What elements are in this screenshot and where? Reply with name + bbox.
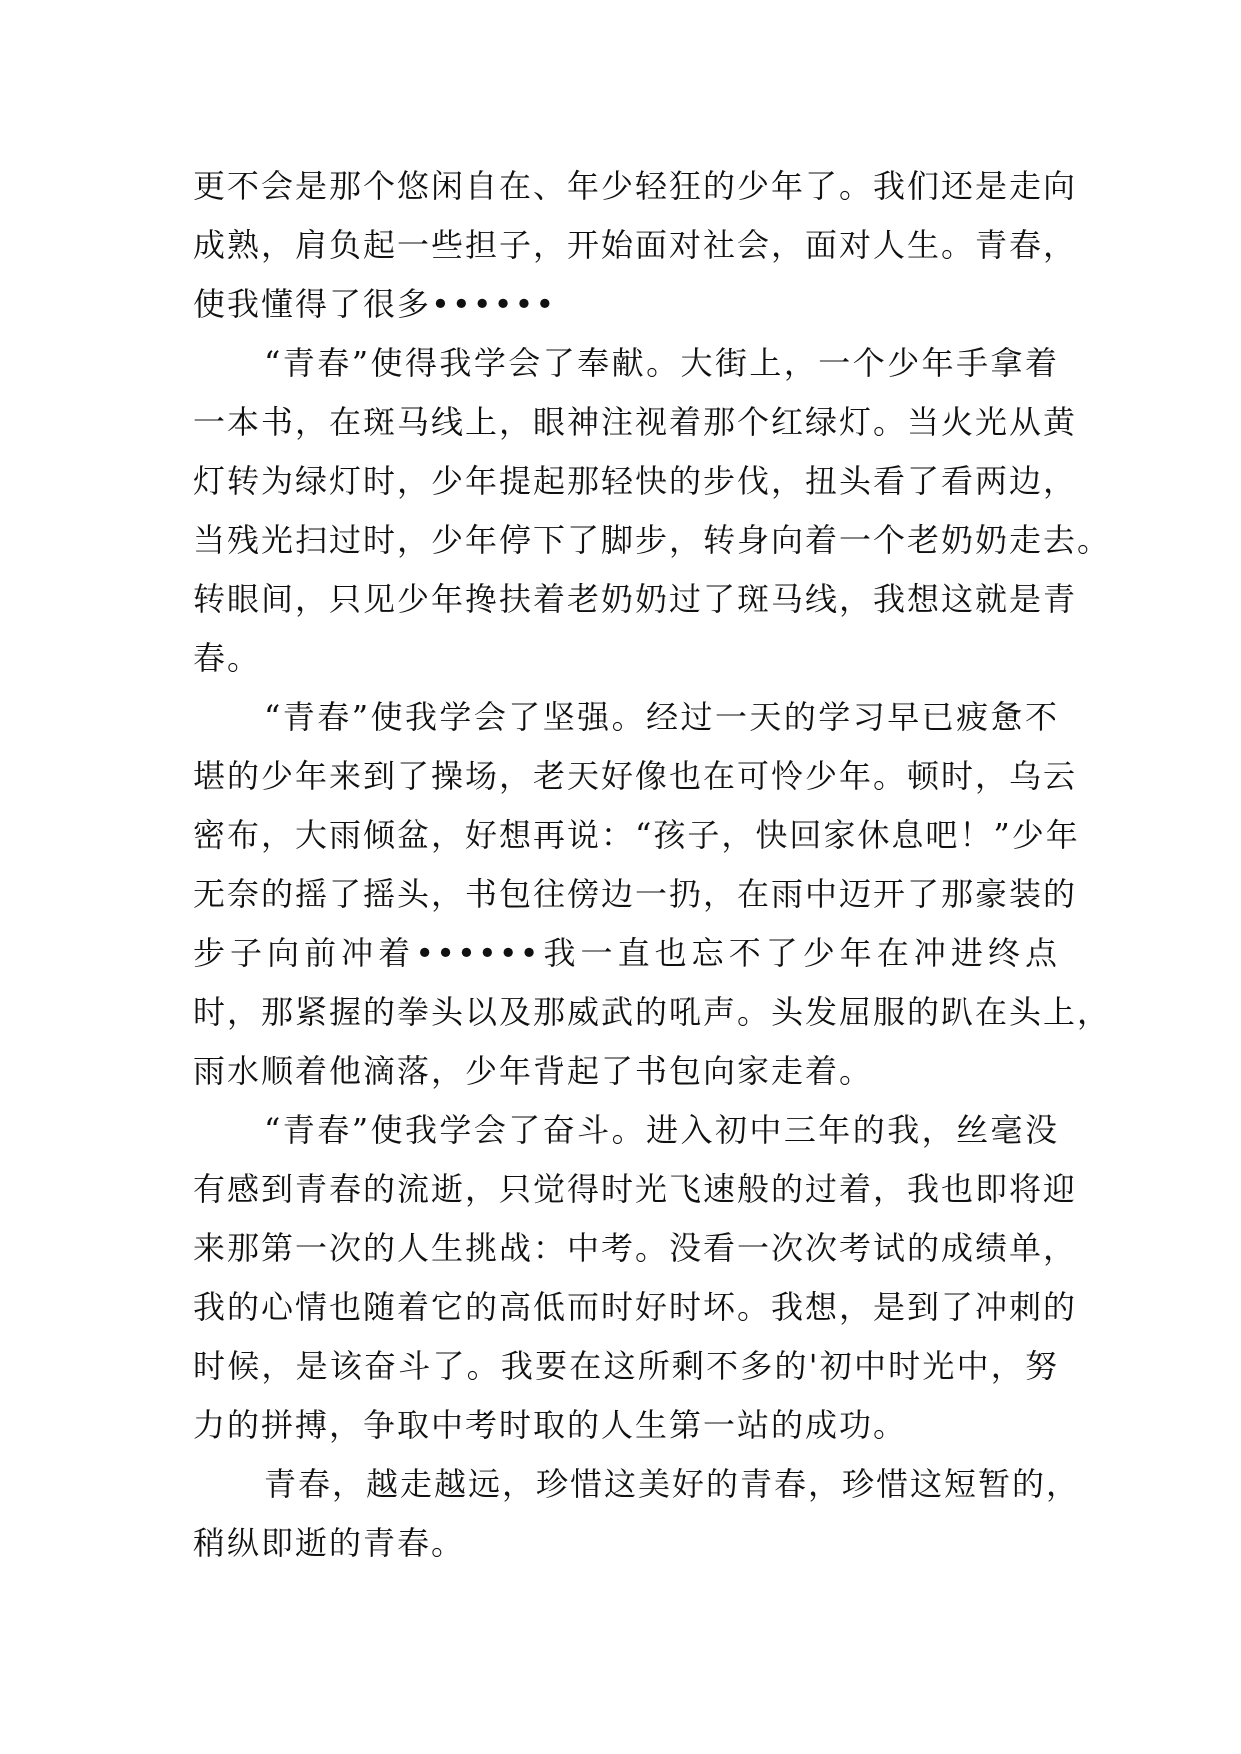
text-line: 时，那紧握的拳头以及那威武的吼声。头发屈服的趴在头上， [193,993,1112,1031]
text-line: “青春”使我学会了坚强。经过一天的学习早已疲惫不 [264,698,1059,736]
text-line: 雨水顺着他滴落，少年背起了书包向家走着。 [193,1052,874,1090]
text-line: 灯转为绿灯时，少年提起那轻快的步伐，扭头看了看两边， [193,462,1078,500]
text-line: 堪的少年来到了操场，老天好像也在可怜少年。顿时，乌云 [193,757,1078,795]
text-line: 我的心情也随着它的高低而时好时坏。我想，是到了冲刺的 [193,1288,1078,1326]
text-line: “青春”使得我学会了奉献。大街上，一个少年手拿着 [264,344,1059,382]
text-line: 一本书，在斑马线上，眼神注视着那个红绿灯。当火光从黄 [193,403,1078,441]
text-line: 青春，越走越远，珍惜这美好的青春，珍惜这短暂的， [264,1465,1081,1503]
paragraph-4 [193,1101,1078,1455]
text-line: 成熟，肩负起一些担子，开始面对社会，面对人生。青春， [193,226,1078,264]
text-line: 来那第一次的人生挑战：中考。没看一次次考试的成绩单， [193,1229,1078,1267]
text-line: 更不会是那个悠闲自在、年少轻狂的少年了。我们还是走向 [193,167,1078,205]
text-line: 春。 [193,639,262,677]
text-line: 转眼间，只见少年搀扶着老奶奶过了斑马线，我想这就是青 [193,580,1078,618]
paragraph-5 [193,1455,1081,1573]
document-body [193,157,1112,1573]
paragraph-2 [193,334,1112,688]
text-line: 密布，大雨倾盆，好想再说：“孩子，快回家休息吧！”少年 [193,816,1080,854]
text-line: “青春”使我学会了奋斗。进入初中三年的我，丝毫没 [264,1111,1059,1149]
text-line: 有感到青春的流逝，只觉得时光飞速般的过着，我也即将迎 [193,1170,1078,1208]
text-line: 稍纵即逝的青春。 [193,1524,466,1562]
paragraph-3 [193,688,1112,1101]
text-line: 力的拼搏，争取中考时取的人生第一站的成功。 [193,1406,908,1444]
text-line: 步子向前冲着••••••我一直也忘不了少年在冲进终点 [193,934,1059,972]
text-line: 使我懂得了很多•••••• [193,285,557,323]
text-line: 无奈的摇了摇头，书包往傍边一扔，在雨中迈开了那豪装的 [193,875,1078,913]
text-line: 时候，是该奋斗了。我要在这所剩不多的'初中时光中，努 [193,1347,1059,1385]
text-line: 当残光扫过时，少年停下了脚步，转身向着一个老奶奶走去。 [193,521,1112,559]
paragraph-1 [193,157,1078,334]
